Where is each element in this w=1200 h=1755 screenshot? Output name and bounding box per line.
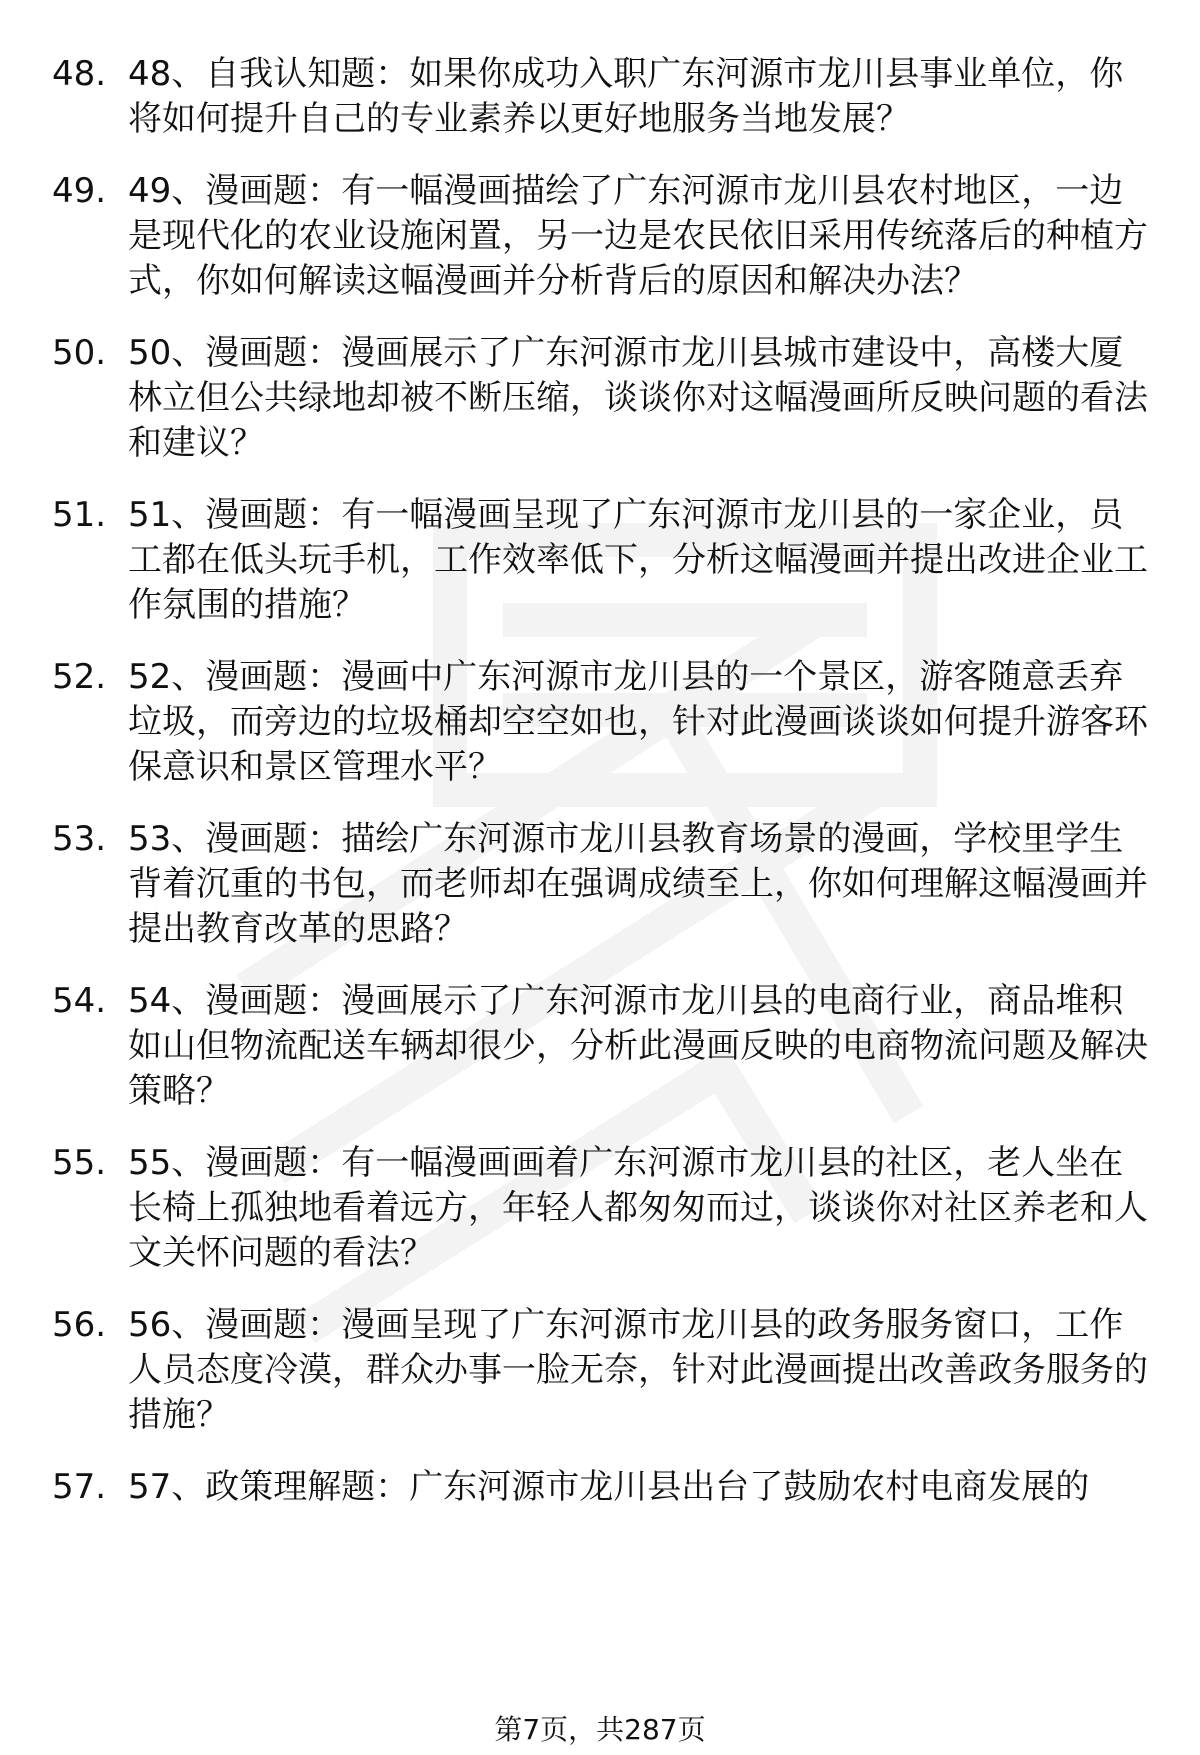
question-text: 49、漫画题：有一幅漫画描绘了广东河源市龙川县农村地区，一边是现代化的农业设施闲置，另一边是农民依旧采用传统落后的种植方式，你如何解读这幅漫画并分析背后的原因和解决办法？ (128, 171, 1148, 301)
question-number: 54. (52, 981, 107, 1021)
question-list (0, 52, 1200, 1537)
question-text: 51、漫画题：有一幅漫画呈现了广东河源市龙川县的一家企业，员工都在低头玩手机，工作效率低下，分析这幅漫画并提出改进企业工作氛围的措施？ (128, 495, 1148, 625)
question-number: 49. (52, 171, 107, 211)
question-item-54 (0, 979, 1200, 1114)
question-number: 48. (52, 54, 107, 94)
question-number: 57. (52, 1467, 107, 1507)
question-item-56 (0, 1303, 1200, 1438)
question-item-57 (0, 1465, 1200, 1510)
question-number: 56. (52, 1305, 107, 1345)
page-footer (0, 1710, 1200, 1750)
question-number: 52. (52, 657, 107, 697)
question-text: 54、漫画题：漫画展示了广东河源市龙川县的电商行业，商品堆积如山但物流配送车辆却很少，分析此漫画反映的电商物流问题及解决策略？ (128, 981, 1148, 1111)
question-item-49 (0, 169, 1200, 304)
question-number: 55. (52, 1143, 107, 1183)
question-item-52 (0, 655, 1200, 790)
question-text: 50、漫画题：漫画展示了广东河源市龙川县城市建设中，高楼大厦林立但公共绿地却被不断压缩，谈谈你对这幅漫画所反映问题的看法和建议？ (128, 333, 1148, 463)
question-item-48 (0, 52, 1200, 142)
question-text: 56、漫画题：漫画呈现了广东河源市龙川县的政务服务窗口，工作人员态度冷漠，群众办事一脸无奈，针对此漫画提出改善政务服务的措施？ (128, 1305, 1148, 1435)
question-text: 55、漫画题：有一幅漫画画着广东河源市龙川县的社区，老人坐在长椅上孤独地看着远方，年轻人都匆匆而过，谈谈你对社区养老和人文关怀问题的看法？ (128, 1143, 1148, 1273)
question-text: 53、漫画题：描绘广东河源市龙川县教育场景的漫画，学校里学生背着沉重的书包，而老师却在强调成绩至上，你如何理解这幅漫画并提出教育改革的思路？ (128, 819, 1148, 949)
question-text: 57、政策理解题：广东河源市龙川县出台了鼓励农村电商发展的 (128, 1467, 1090, 1507)
question-text: 48、自我认知题：如果你成功入职广东河源市龙川县事业单位，你将如何提升自己的专业素养以更好地服务当地发展？ (128, 54, 1124, 139)
question-number: 51. (52, 495, 107, 535)
question-number: 50. (52, 333, 107, 373)
question-text: 52、漫画题：漫画中广东河源市龙川县的一个景区，游客随意丢弃垃圾，而旁边的垃圾桶却空空如也，针对此漫画谈谈如何提升游客环保意识和景区管理水平？ (128, 657, 1148, 787)
question-item-53 (0, 817, 1200, 952)
question-number: 53. (52, 819, 107, 859)
question-item-50 (0, 331, 1200, 466)
page-number-label: 第7页，共287页 (494, 1713, 706, 1746)
question-item-51 (0, 493, 1200, 628)
question-item-55 (0, 1141, 1200, 1276)
